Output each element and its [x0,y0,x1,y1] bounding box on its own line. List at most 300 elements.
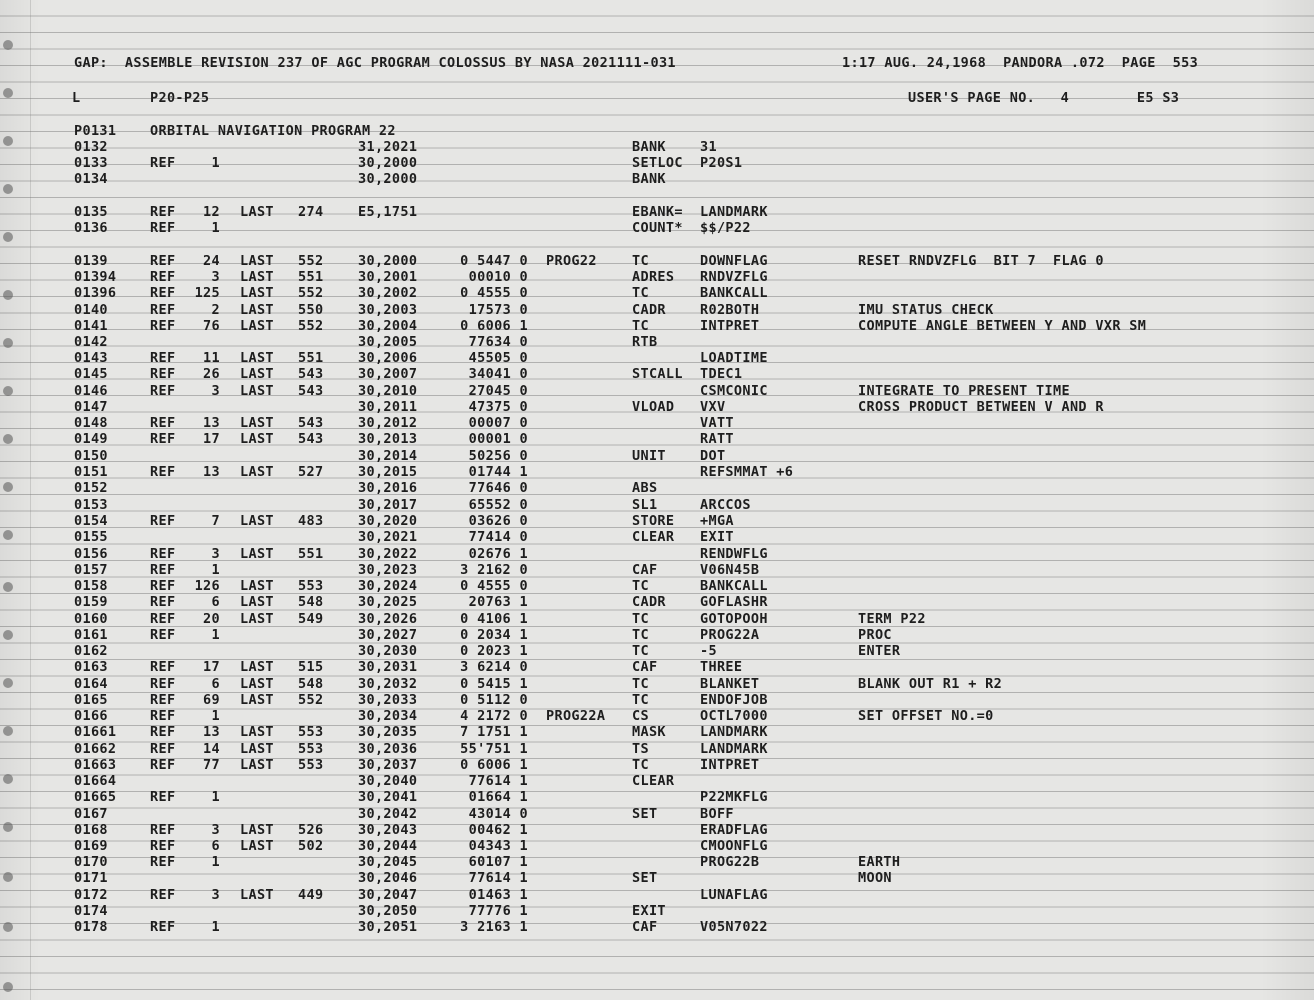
octal-word: 77614 1 [468,870,528,886]
last-page: 548 [298,594,324,610]
octal-word: 0 2034 1 [460,627,528,643]
line-number: 0168 [74,822,108,838]
listing-row [0,497,1314,514]
operand: CMOONFLG [700,838,768,854]
last-marker: LAST [240,578,274,594]
last-marker: LAST [240,513,274,529]
operand: EXIT [700,529,734,545]
last-page: 483 [298,513,324,529]
octal-word: 3 2163 1 [460,919,528,935]
comment: RESET RNDVZFLG BIT 7 FLAG 0 [858,253,1104,269]
last-marker: LAST [240,822,274,838]
address: 30,2026 [358,611,418,627]
listing-row [0,415,1314,432]
line-number: 0167 [74,806,108,822]
listing-row [0,253,1314,270]
ref-count: 7 [211,513,220,529]
operand: BANKCALL [700,285,768,301]
line-number: 0154 [74,513,108,529]
operand: LANDMARK [700,724,768,740]
line-number: 0147 [74,399,108,415]
last-page: 551 [298,546,324,562]
address: 30,2034 [358,708,418,724]
octal-word: 34041 0 [468,366,528,382]
opcode: STCALL [632,366,683,382]
ref-marker: REF [150,741,176,757]
comment: EARTH [858,854,901,870]
opcode: SETLOC [632,155,683,171]
line-number: 01664 [74,773,117,789]
ref-marker: REF [150,676,176,692]
operand: 31 [700,139,717,155]
ref-count: 77 [203,757,220,773]
last-marker: LAST [240,253,274,269]
opcode: CAF [632,659,658,675]
operand: RENDWFLG [700,546,768,562]
address: 30,2005 [358,334,418,350]
comment: BLANK OUT R1 + R2 [858,676,1003,692]
listing-row [0,285,1314,302]
listing-row [0,383,1314,400]
address: 31,2021 [358,139,418,155]
opcode: CLEAR [632,529,675,545]
operand: V06N45B [700,562,760,578]
opcode: CAF [632,919,658,935]
last-page: 553 [298,741,324,757]
listing-row [0,789,1314,806]
line-number: 0135 [74,204,108,220]
ref-count: 14 [203,741,220,757]
ref-marker: REF [150,611,176,627]
address: 30,2017 [358,497,418,513]
listing-row [0,204,1314,221]
last-marker: LAST [240,741,274,757]
line-number: 0139 [74,253,108,269]
listing-subheader [0,90,1314,107]
address: 30,2046 [358,870,418,886]
last-page: 550 [298,302,324,318]
opcode: TC [632,253,649,269]
listing-row [0,464,1314,481]
ref-count: 6 [211,676,220,692]
listing-row [0,334,1314,351]
address: 30,2000 [358,171,418,187]
ref-count: 26 [203,366,220,382]
address: 30,2033 [358,692,418,708]
comment: MOON [858,870,892,886]
comment: CROSS PRODUCT BETWEEN V AND R [858,399,1104,415]
ref-marker: REF [150,822,176,838]
line-number: P0131 [74,123,117,139]
line-number: 0156 [74,546,108,562]
listing-row [0,431,1314,448]
operand: ARCCOS [700,497,751,513]
line-number: 0159 [74,594,108,610]
last-marker: LAST [240,431,274,447]
last-page: 552 [298,253,324,269]
operand: TDEC1 [700,366,743,382]
address: 30,2007 [358,366,418,382]
opcode: CS [632,708,649,724]
octal-word: 0 5112 0 [460,692,528,708]
operand: REFSMMAT +6 [700,464,794,480]
last-page: 543 [298,415,324,431]
operand: -5 [700,643,717,659]
last-marker: LAST [240,594,274,610]
operand: ERADFLAG [700,822,768,838]
comment: IMU STATUS CHECK [858,302,994,318]
address: 30,2036 [358,741,418,757]
line-number: 0133 [74,155,108,171]
octal-word: 60107 1 [468,854,528,870]
octal-word: 02676 1 [468,546,528,562]
ref-marker: REF [150,253,176,269]
listing-row [0,627,1314,644]
opcode: TC [632,757,649,773]
listing-row [0,399,1314,416]
users-page-number: USER'S PAGE NO. 4 E5 S3 [908,90,1180,106]
listing-row [0,318,1314,335]
ref-marker: REF [150,789,176,805]
line-number: 0158 [74,578,108,594]
ref-count: 1 [211,789,220,805]
feed-hole-icon [3,982,13,992]
operand: VXV [700,399,726,415]
operand: BANKCALL [700,578,768,594]
last-marker: LAST [240,285,274,301]
operand: $$/P22 [700,220,751,236]
last-marker: LAST [240,724,274,740]
last-page: 553 [298,757,324,773]
ref-count: 125 [194,285,220,301]
last-page: 543 [298,366,324,382]
ref-count: 13 [203,415,220,431]
last-page: 551 [298,350,324,366]
address: 30,2042 [358,806,418,822]
line-number: 0148 [74,415,108,431]
last-marker: LAST [240,692,274,708]
ref-count: 3 [211,269,220,285]
opcode: CADR [632,302,666,318]
listing-row [0,480,1314,497]
ref-count: 6 [211,838,220,854]
ref-count: 126 [194,578,220,594]
ref-marker: REF [150,220,176,236]
octal-word: 0 4555 0 [460,285,528,301]
ref-count: 17 [203,659,220,675]
ref-marker: REF [150,269,176,285]
opcode: TS [632,741,649,757]
opcode: STORE [632,513,675,529]
listing-row [0,838,1314,855]
last-marker: LAST [240,611,274,627]
listing-row [0,741,1314,758]
octal-word: 77776 1 [468,903,528,919]
ref-count: 3 [211,887,220,903]
opcode: SL1 [632,497,658,513]
ref-marker: REF [150,887,176,903]
listing-row [0,919,1314,936]
line-number: 0151 [74,464,108,480]
octal-word: 17573 0 [468,302,528,318]
line-number: 0171 [74,870,108,886]
last-page: 548 [298,676,324,692]
line-number: 0170 [74,854,108,870]
opcode: TC [632,627,649,643]
operand: LOADTIME [700,350,768,366]
listing-row [0,854,1314,871]
operand: GOTOPOOH [700,611,768,627]
address: 30,2050 [358,903,418,919]
octal-word: 27045 0 [468,383,528,399]
address: 30,2035 [358,724,418,740]
last-marker: LAST [240,757,274,773]
ref-count: 17 [203,431,220,447]
octal-word: 20763 1 [468,594,528,610]
line-number: 01662 [74,741,117,757]
address: 30,2021 [358,529,418,545]
ref-count: 1 [211,854,220,870]
octal-word: 3 6214 0 [460,659,528,675]
line-number: 0165 [74,692,108,708]
last-page: 552 [298,318,324,334]
line-number: 0169 [74,838,108,854]
octal-word: 77646 0 [468,480,528,496]
address: 30,2006 [358,350,418,366]
opcode: COUNT* [632,220,683,236]
opcode: RTB [632,334,658,350]
address: 30,2025 [358,594,418,610]
ref-marker: REF [150,708,176,724]
ref-marker: REF [150,155,176,171]
address: 30,2040 [358,773,418,789]
octal-word: 00010 0 [468,269,528,285]
last-page: 552 [298,692,324,708]
octal-word: 3 2162 0 [460,562,528,578]
octal-word: 77614 1 [468,773,528,789]
address: 30,2003 [358,302,418,318]
octal-word: 01664 1 [468,789,528,805]
last-marker: LAST [240,366,274,382]
ref-count: 1 [211,708,220,724]
address: 30,2043 [358,822,418,838]
listing-row [0,350,1314,367]
listing-row [0,448,1314,465]
ref-marker: REF [150,627,176,643]
opcode: TC [632,611,649,627]
ref-count: 24 [203,253,220,269]
line-number: 01396 [74,285,117,301]
address: 30,2022 [358,546,418,562]
address: 30,2045 [358,854,418,870]
ref-count: 12 [203,204,220,220]
comment: COMPUTE ANGLE BETWEEN Y AND VXR SM [858,318,1147,334]
address: 30,2012 [358,415,418,431]
address: 30,2044 [358,838,418,854]
octal-word: 0 5447 0 [460,253,528,269]
line-number: 0149 [74,431,108,447]
octal-word: 4 2172 0 [460,708,528,724]
listing-row [0,123,1314,140]
octal-word: 00462 1 [468,822,528,838]
listing-row [0,822,1314,839]
opcode: TC [632,285,649,301]
octal-word: 47375 0 [468,399,528,415]
ref-count: 1 [211,220,220,236]
last-page: 552 [298,285,324,301]
ref-marker: REF [150,318,176,334]
address: 30,2013 [358,431,418,447]
ref-count: 69 [203,692,220,708]
last-page: 549 [298,611,324,627]
address: 30,2002 [358,285,418,301]
listing-row [0,659,1314,676]
opcode: CAF [632,562,658,578]
opcode: TC [632,578,649,594]
last-page: 527 [298,464,324,480]
last-marker: LAST [240,383,274,399]
ref-marker: REF [150,464,176,480]
operand: CSMCONIC [700,383,768,399]
opcode: TC [632,676,649,692]
line-number: 0143 [74,350,108,366]
address: 30,2024 [358,578,418,594]
ref-count: 2 [211,302,220,318]
listing-row [0,302,1314,319]
listing-row [0,578,1314,595]
ref-count: 3 [211,822,220,838]
ref-marker: REF [150,415,176,431]
line-number: 0178 [74,919,108,935]
address: 30,2010 [358,383,418,399]
line-number: 0172 [74,887,108,903]
operand: RATT [700,431,734,447]
line-number: 0152 [74,480,108,496]
operand: P20S1 [700,155,743,171]
operand: BOFF [700,806,734,822]
operand: DOT [700,448,726,464]
operand: +MGA [700,513,734,529]
ref-count: 1 [211,919,220,935]
ref-marker: REF [150,431,176,447]
octal-word: 45505 0 [468,350,528,366]
opcode: EXIT [632,903,666,919]
listing-row [0,562,1314,579]
line-number: 0141 [74,318,108,334]
address: 30,2016 [358,480,418,496]
operand: PROG22A [700,627,760,643]
address: E5,1751 [358,204,418,220]
address: 30,2020 [358,513,418,529]
opcode: ADRES [632,269,675,285]
ref-marker: REF [150,724,176,740]
opcode: VLOAD [632,399,675,415]
octal-word: 0 6006 1 [460,318,528,334]
last-page: 515 [298,659,324,675]
last-marker: LAST [240,350,274,366]
run-date-page: 1:17 AUG. 24,1968 PANDORA .072 PAGE 553 [842,55,1199,71]
octal-word: 65552 0 [468,497,528,513]
listing-row [0,887,1314,904]
line-number: 0174 [74,903,108,919]
ref-marker: REF [150,594,176,610]
listing-row [0,611,1314,628]
ref-marker: REF [150,562,176,578]
listing-row [0,676,1314,693]
line-number: 0161 [74,627,108,643]
line-number: 01663 [74,757,117,773]
operand: P22MKFLG [700,789,768,805]
octal-word: 01463 1 [468,887,528,903]
ref-marker: REF [150,383,176,399]
ref-marker: REF [150,854,176,870]
operand: OCTL7000 [700,708,768,724]
opcode: TC [632,643,649,659]
octal-word: 0 5415 1 [460,676,528,692]
address: 30,2047 [358,887,418,903]
last-marker: LAST [240,269,274,285]
operand: PROG22B [700,854,760,870]
operand: V05N7022 [700,919,768,935]
operand: INTPRET [700,318,760,334]
last-marker: LAST [240,546,274,562]
ref-marker: REF [150,757,176,773]
opcode: UNIT [632,448,666,464]
address: 30,2023 [358,562,418,578]
octal-word: 01744 1 [468,464,528,480]
ref-count: 1 [211,562,220,578]
listing-row [0,708,1314,725]
last-marker: LAST [240,464,274,480]
feed-hole-icon [3,40,13,50]
ref-count: 1 [211,155,220,171]
last-page: 449 [298,887,324,903]
address: 30,2000 [358,253,418,269]
octal-word: 0 4106 1 [460,611,528,627]
ref-count: 11 [203,350,220,366]
ref-marker: REF [150,513,176,529]
opcode: ABS [632,480,658,496]
ref-marker: REF [150,204,176,220]
octal-word: 50256 0 [468,448,528,464]
last-page: 543 [298,431,324,447]
ref-marker: REF [150,350,176,366]
ref-count: 20 [203,611,220,627]
ref-marker: REF [150,692,176,708]
line-number: 0134 [74,171,108,187]
listing-row [0,220,1314,237]
last-page: 502 [298,838,324,854]
ref-marker: REF [150,285,176,301]
last-page: 553 [298,578,324,594]
address: 30,2031 [358,659,418,675]
octal-word: 77414 0 [468,529,528,545]
line-number: 0155 [74,529,108,545]
operand: VATT [700,415,734,431]
line-number: 0132 [74,139,108,155]
octal-word: 0 2023 1 [460,643,528,659]
operand: GOFLASHR [700,594,768,610]
last-page: 274 [298,204,324,220]
opcode: CADR [632,594,666,610]
ref-count: 3 [211,546,220,562]
ref-marker: REF [150,838,176,854]
opcode: TC [632,692,649,708]
octal-word: 7 1751 1 [460,724,528,740]
comment: TERM P22 [858,611,926,627]
assembly-title: GAP: ASSEMBLE REVISION 237 OF AGC PROGRAM COLOSSUS BY NASA 2021111-031 [74,55,676,71]
listing-row [0,366,1314,383]
